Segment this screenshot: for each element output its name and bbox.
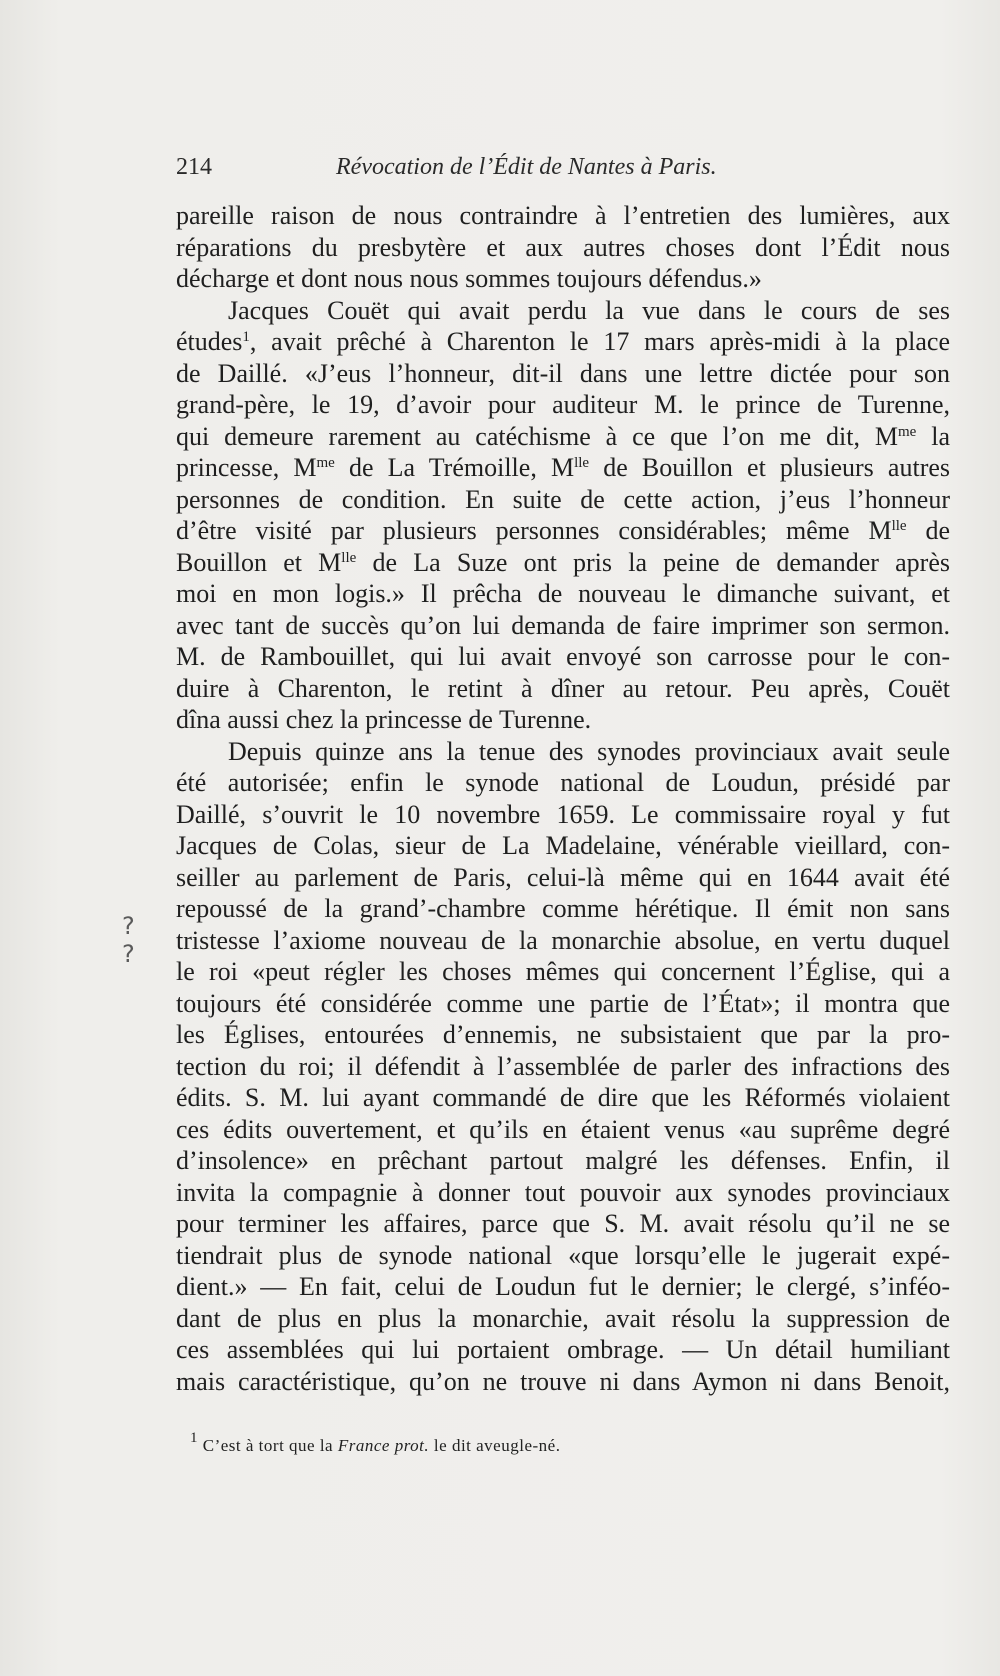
text-line: d’insolence» en prêchant partout malgré les défenses. Enfin, il bbox=[176, 1146, 950, 1175]
text-line: Jacques de Colas, sieur de La Madelaine, vénérable vieillard, con- bbox=[176, 831, 950, 860]
text-line: duire à Charenton, le retint à dîner au retour. Peu après, Couët bbox=[176, 673, 950, 703]
text-line: ces édits ouvertement, et qu’ils en étaient venus «au suprême degré bbox=[176, 1114, 950, 1144]
text-line: toujours été considérée comme une partie de l’État»; il montra que bbox=[176, 988, 950, 1018]
text-line: mais caractéristique, qu’on ne trouve ni dans Aymon ni dans Benoit, bbox=[176, 1366, 950, 1396]
text-line: dîna aussi chez la princesse de Turenne. bbox=[176, 705, 592, 734]
text-line: repoussé de la grand’-chambre comme hérétique. Il émit non sans bbox=[176, 894, 950, 923]
footnote-text-after: le dit aveugle-né. bbox=[433, 1436, 561, 1455]
text-line: tristesse l’axiome nouveau de la monarchie absolue, en vertu duquel bbox=[176, 925, 950, 955]
text-line: seiller au parlement de Paris, celui-là même qui en 1644 avait été bbox=[176, 862, 950, 892]
text-line: de Daillé. «J’eus l’honneur, dit-il dans une lettre dictée pour son bbox=[176, 358, 950, 388]
page-number: 214 bbox=[176, 154, 212, 180]
text-line: Bouillon et $M^{lle}$ de La Suze ont pris la peine de demander après bbox=[176, 547, 950, 577]
text-line: réparations du presbytère et aux autres choses dont l’Édit nous bbox=[176, 232, 950, 262]
text-line: qui demeure rarement au catéchisme à ce que l’on me dit, $M^{me}$ la bbox=[176, 421, 950, 451]
text-line: M. de Rambouillet, qui lui avait envoyé son carrosse pour le con- bbox=[176, 642, 950, 671]
text-line: moi en mon logis.» Il prêcha de nouveau le dimanche suivant, et bbox=[176, 579, 950, 608]
text-line: Depuis quinze ans la tenue des synodes provinciaux avait seule bbox=[228, 736, 950, 766]
footnote-text-before: C’est à tort que la bbox=[202, 1436, 338, 1455]
text-line: pour terminer les affaires, parce que S. M. avait résolu qu’il ne se bbox=[176, 1209, 950, 1238]
text-line: d’être visité par plusieurs personnes considérables; même $M^{lle}$ de bbox=[176, 516, 951, 545]
text-line: tection du roi; il défendit à l’assemblée de parler des infractions des bbox=[176, 1051, 950, 1081]
running-head bbox=[176, 154, 802, 188]
marginal-note: ? ? bbox=[122, 912, 145, 968]
text-line: le roi «peut régler les choses mêmes qui concernent l’Église, qui a bbox=[176, 957, 950, 986]
text-line: études$^1$, avait prêché à Charenton le 17 mars après-midi à la place bbox=[176, 327, 950, 356]
text-line: décharge et dont nous nous sommes toujours défendus.» bbox=[176, 264, 762, 293]
text-line: été autorisée; enfin le synode national de Loudun, présidé par bbox=[176, 768, 950, 797]
footnote-emphasis: France prot. bbox=[337, 1436, 430, 1455]
text-line: grand-père, le 19, d’avoir pour auditeur M. le prince de Turenne, bbox=[176, 390, 950, 419]
text-line: Jacques Couët qui avait perdu la vue dans le cours de ses bbox=[228, 295, 950, 325]
text-line: Daillé, s’ouvrit le 10 novembre 1659. Le commissaire royal y fut bbox=[176, 799, 950, 829]
text-line: dant de plus en plus la monarchie, avait résolu la suppression de bbox=[176, 1303, 950, 1333]
text-line: avec tant de succès qu’on lui demanda de faire imprimer son sermon. bbox=[176, 610, 950, 640]
text-line: ces assemblées qui lui portaient ombrage. — Un détail humiliant bbox=[176, 1335, 950, 1364]
text-line: princesse, $M^{me}$ de La Trémoille, $M^{lle}$ de Bouillon et plusieurs autres bbox=[176, 453, 951, 482]
body-text bbox=[176, 200, 950, 1397]
footnote-marker: 1 bbox=[190, 1430, 198, 1446]
text-line: les Églises, entourées d’ennemis, ne subsistaient que par la pro- bbox=[176, 1020, 950, 1049]
text-line: personnes de condition. En suite de cette action, j’eus l’honneur bbox=[176, 484, 950, 514]
text-line: pareille raison de nous contraindre à l’entretien des lumières, aux bbox=[176, 201, 950, 230]
text-line: édits. S. M. lui ayant commandé de dire que les Réformés violaient bbox=[176, 1083, 950, 1112]
footnote bbox=[190, 1430, 830, 1456]
text-line: dient.» — En fait, celui de Loudun fut le dernier; le clergé, s’inféo- bbox=[176, 1272, 950, 1301]
text-line: invita la compagnie à donner tout pouvoir aux synodes provinciaux bbox=[176, 1177, 950, 1207]
running-title: Révocation de l’Édit de Nantes à Paris. bbox=[336, 154, 717, 180]
text-line: tiendrait plus de synode national «que lorsqu’elle le jugerait expé- bbox=[176, 1240, 950, 1270]
